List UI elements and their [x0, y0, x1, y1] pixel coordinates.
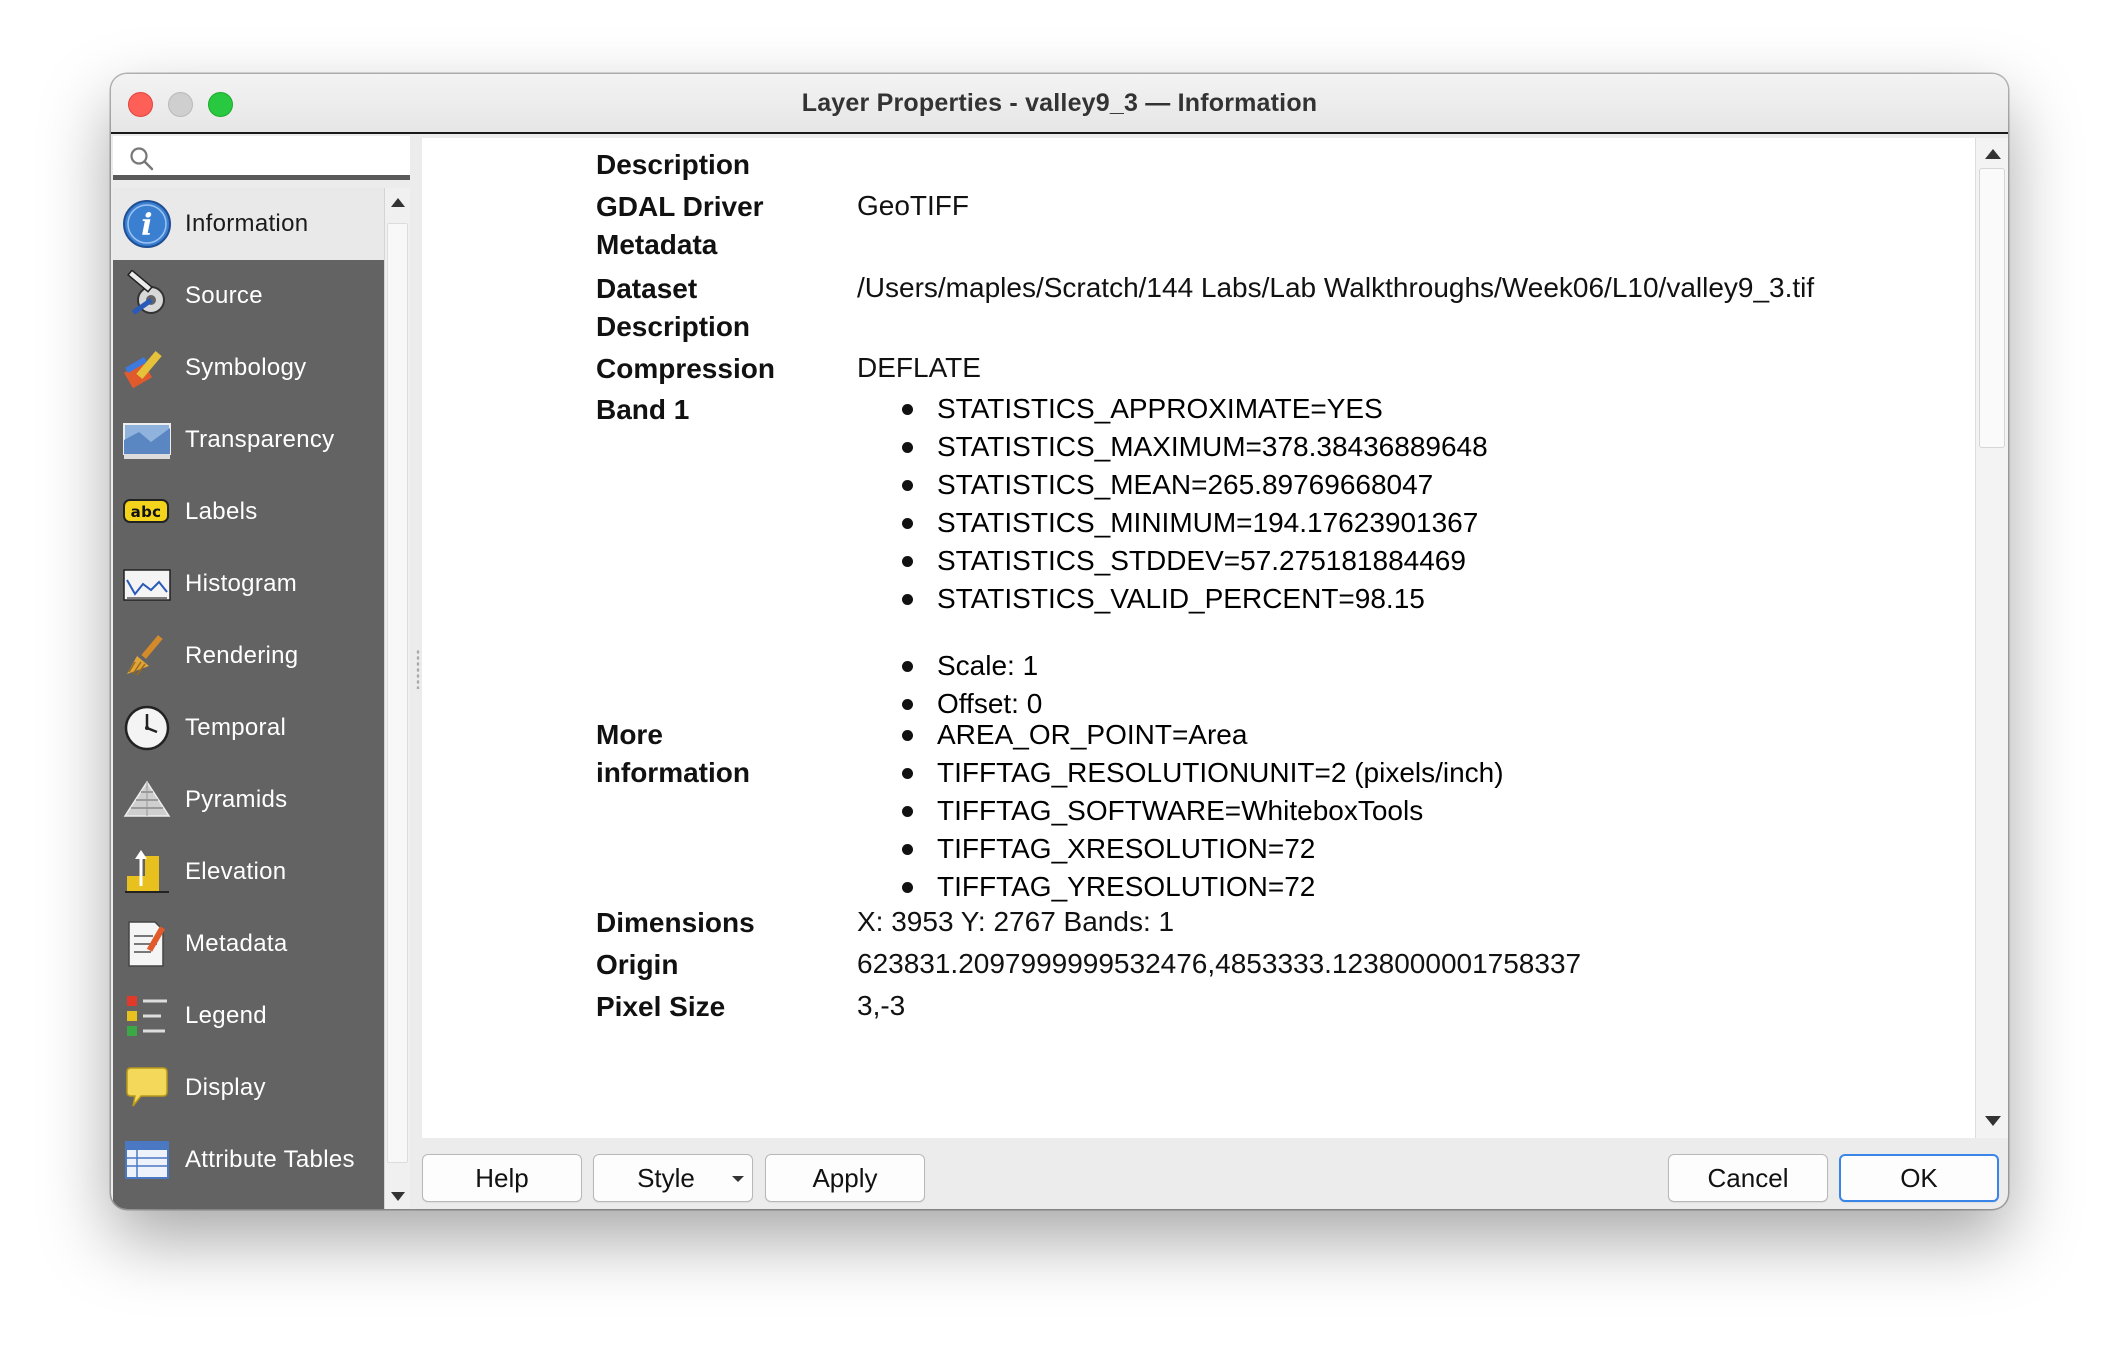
cancel-button[interactable] [1668, 1154, 1828, 1202]
sidebar-item-pyramids[interactable] [113, 764, 384, 836]
list-item: Scale: 1 [857, 647, 1042, 685]
cancel-button-label: Cancel [1707, 1162, 1789, 1193]
pyramids-icon [121, 774, 173, 826]
maximize-window-button[interactable] [208, 92, 233, 117]
band-statistics-list [857, 390, 1488, 618]
window-controls [128, 92, 233, 117]
sidebar-item-label: Attribute Tables [185, 1146, 355, 1173]
origin-label: Origin [596, 949, 679, 980]
list-item: TIFFTAG_RESOLUTIONUNIT=2 (pixels/inch) [857, 754, 1504, 792]
scroll-down-arrow-icon[interactable] [391, 1192, 405, 1201]
origin-value: 623831.2097999999532476,4853333.1238000001758337 [857, 948, 1582, 979]
sidebar-item-label: Pyramids [185, 786, 288, 813]
apply-button[interactable] [765, 1154, 925, 1202]
histogram-icon [121, 558, 173, 610]
svg-text:i: i [141, 208, 153, 243]
ok-button[interactable] [1839, 1154, 1999, 1202]
title-bar [111, 74, 2008, 134]
content-scrollbar[interactable] [1975, 138, 2008, 1138]
layer-properties-window [111, 74, 2008, 1209]
legend-icon [121, 990, 173, 1042]
more-information-label-line2: information [596, 757, 750, 788]
sidebar-item-display[interactable] [113, 1052, 384, 1124]
sidebar-item-symbology[interactable] [113, 332, 384, 404]
gdal-driver-value: GeoTIFF [857, 190, 970, 221]
sidebar-item-label: Transparency [185, 426, 335, 453]
clock-icon [121, 702, 173, 754]
apply-button-label: Apply [812, 1162, 878, 1193]
sidebar-scrollbar[interactable] [384, 188, 410, 1209]
style-button-label: Style [637, 1162, 695, 1193]
pixel-size-value: 3,-3 [857, 990, 906, 1021]
style-dropdown-button[interactable] [593, 1154, 753, 1202]
sidebar [113, 188, 384, 1209]
dataset-label: Dataset [596, 273, 698, 304]
window-title: Layer Properties - valley9_3 — Information [801, 88, 1318, 117]
sidebar-item-label: Symbology [185, 354, 307, 381]
sidebar-item-labels[interactable] [113, 476, 384, 548]
chevron-down-icon [732, 1176, 744, 1182]
sidebar-item-label: Rendering [185, 642, 299, 669]
list-item: STATISTICS_APPROXIMATE=YES [857, 390, 1488, 428]
sidebar-item-label: Labels [185, 498, 258, 525]
more-information-label: More [596, 719, 663, 750]
list-item: Offset: 0 [857, 685, 1042, 723]
display-speech-bubble-icon [121, 1062, 173, 1114]
svg-text:abc: abc [130, 503, 162, 521]
content-scroll-thumb[interactable] [1979, 168, 2005, 448]
more-information-list [857, 716, 1504, 906]
sidebar-item-information[interactable] [113, 188, 384, 260]
dimensions-label: Dimensions [596, 907, 755, 938]
transparency-icon [121, 414, 173, 466]
list-item: STATISTICS_MINIMUM=194.17623901367 [857, 504, 1488, 542]
gdal-driver-label: GDAL Driver [596, 191, 764, 222]
sidebar-item-legend[interactable] [113, 980, 384, 1052]
dataset-path-value: /Users/maples/Scratch/144 Labs/Lab Walkthroughs/Week06/L10/valley9_3.tif [857, 272, 1815, 303]
scroll-down-arrow-icon[interactable] [1985, 1116, 2001, 1126]
list-item: TIFFTAG_SOFTWARE=WhiteboxTools [857, 792, 1504, 830]
sidebar-item-label: Elevation [185, 858, 287, 885]
gdal-driver-label-line2: Metadata [596, 229, 718, 260]
help-button[interactable] [422, 1154, 582, 1202]
sidebar-item-label: Metadata [185, 930, 288, 957]
pixel-size-label: Pixel Size [596, 991, 726, 1022]
information-icon [121, 198, 173, 250]
sidebar-item-histogram[interactable] [113, 548, 384, 620]
sidebar-item-label: Display [185, 1074, 266, 1101]
sidebar-item-metadata[interactable] [113, 908, 384, 980]
compression-value: DEFLATE [857, 352, 981, 383]
ok-button-label: OK [1900, 1162, 1938, 1193]
sidebar-item-label: Temporal [185, 714, 287, 741]
list-item: TIFFTAG_YRESOLUTION=72 [857, 868, 1504, 906]
metadata-icon [121, 918, 173, 970]
scroll-up-arrow-icon[interactable] [391, 198, 405, 207]
sidebar-search-input[interactable] [113, 136, 410, 180]
close-window-button[interactable] [128, 92, 153, 117]
help-button-label: Help [475, 1162, 529, 1193]
list-item: STATISTICS_MAXIMUM=378.38436889648 [857, 428, 1488, 466]
band-label: Band 1 [596, 394, 690, 425]
elevation-icon [121, 846, 173, 898]
panel-splitter-handle[interactable] [416, 649, 420, 689]
labels-abc-icon [121, 486, 173, 538]
search-icon [129, 146, 155, 172]
band-scale-list [857, 647, 1042, 723]
sidebar-item-label: Information [185, 210, 309, 237]
attribute-table-icon [121, 1134, 173, 1186]
scroll-up-arrow-icon[interactable] [1985, 149, 2001, 159]
compression-label: Compression [596, 353, 775, 384]
list-item: STATISTICS_STDDEV=57.275181884469 [857, 542, 1488, 580]
sidebar-item-rendering[interactable] [113, 620, 384, 692]
list-item: TIFFTAG_XRESOLUTION=72 [857, 830, 1504, 868]
sidebar-item-elevation[interactable] [113, 836, 384, 908]
dataset-label-line2: Description [596, 311, 751, 342]
information-panel [422, 138, 1975, 1138]
sidebar-item-transparency[interactable] [113, 404, 384, 476]
sidebar-scroll-thumb[interactable] [387, 223, 408, 1163]
sidebar-item-temporal[interactable] [113, 692, 384, 764]
symbology-brush-icon [121, 342, 173, 394]
list-item: STATISTICS_VALID_PERCENT=98.15 [857, 580, 1488, 618]
sidebar-item-attribute-tables[interactable] [113, 1124, 384, 1196]
sidebar-item-label: Source [185, 282, 263, 309]
list-item: STATISTICS_MEAN=265.89769668047 [857, 466, 1488, 504]
sidebar-item-label: Legend [185, 1002, 267, 1029]
minimize-window-button[interactable] [168, 92, 193, 117]
source-tools-icon [121, 270, 173, 322]
sidebar-item-source[interactable] [113, 260, 384, 332]
sidebar-item-label: Histogram [185, 570, 298, 597]
dimensions-value: X: 3953 Y: 2767 Bands: 1 [857, 906, 1175, 937]
list-item: AREA_OR_POINT=Area [857, 716, 1504, 754]
description-label: Description [596, 149, 751, 180]
rendering-brush-icon [121, 630, 173, 682]
